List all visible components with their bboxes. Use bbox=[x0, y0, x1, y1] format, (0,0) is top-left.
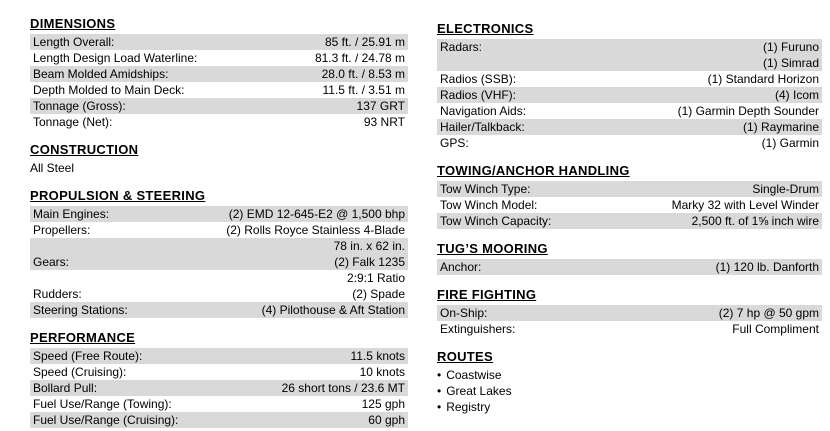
row-value: (1) Simrad bbox=[762, 56, 819, 70]
spec-row bbox=[437, 103, 822, 119]
section-title: DIMENSIONS bbox=[30, 16, 116, 31]
spec-row bbox=[437, 305, 822, 321]
row-value: (4) Pilothouse & Aft Station bbox=[261, 303, 405, 317]
spec-row bbox=[437, 259, 822, 275]
spec-row bbox=[30, 206, 408, 222]
row-value: (2) EMD 12-645-E2 @ 1,500 bhp bbox=[228, 207, 405, 221]
bullet-icon: • bbox=[437, 400, 442, 414]
row-value: Full Compliment bbox=[732, 322, 819, 336]
spec-row bbox=[437, 321, 822, 337]
row-label: GPS: bbox=[440, 136, 469, 150]
section-title: TOWING/ANCHOR HANDLING bbox=[437, 163, 630, 178]
row-value: 2:9:1 Ratio bbox=[346, 271, 405, 285]
row-label: Gears: bbox=[33, 255, 70, 269]
spec-row bbox=[30, 82, 408, 98]
spec-row bbox=[437, 39, 822, 55]
row-value: (1) 120 lb. Danforth bbox=[715, 260, 819, 274]
row-value: 11.5 ft. / 3.51 m bbox=[322, 83, 405, 97]
row-value: 81.3 ft. / 24.78 m bbox=[314, 51, 405, 65]
row-value: (1) Raymarine bbox=[742, 120, 819, 134]
section-title: ELECTRONICS bbox=[437, 21, 534, 36]
section-tug-s-mooring bbox=[437, 242, 822, 275]
spec-row bbox=[30, 254, 408, 270]
row-value: (1) Garmin Depth Sounder bbox=[677, 104, 819, 118]
row-value: 10 knots bbox=[359, 365, 405, 379]
spec-row bbox=[437, 71, 822, 87]
bullet-icon: • bbox=[437, 368, 442, 382]
section-title: ROUTES bbox=[437, 349, 493, 364]
spec-row bbox=[437, 135, 822, 151]
section-dimensions bbox=[30, 17, 408, 130]
row-label: Propellers: bbox=[33, 223, 91, 237]
spec-row bbox=[30, 66, 408, 82]
bullet-label: Registry bbox=[446, 400, 491, 414]
row-label: Hailer/Talkback: bbox=[440, 120, 525, 134]
row-value: (4) Icom bbox=[774, 88, 819, 102]
bullet-item bbox=[437, 383, 822, 399]
spec-row bbox=[30, 98, 408, 114]
spec-row bbox=[30, 348, 408, 364]
row-label: Fuel Use/Range (Cruising): bbox=[33, 413, 179, 427]
row-label: Length Overall: bbox=[33, 35, 115, 49]
row-label: Bollard Pull: bbox=[33, 381, 98, 395]
spec-row bbox=[30, 238, 408, 254]
spec-row bbox=[437, 197, 822, 213]
row-value: 2,500 ft. of 1⅝ inch wire bbox=[691, 214, 819, 228]
bullet-icon: • bbox=[437, 384, 442, 398]
right-column bbox=[437, 0, 822, 415]
section-title: PROPULSION & STEERING bbox=[30, 188, 206, 203]
section-title: CONSTRUCTION bbox=[30, 142, 139, 157]
row-label: Tow Winch Capacity: bbox=[440, 214, 552, 228]
row-label: Tonnage (Net): bbox=[33, 115, 113, 129]
section-routes bbox=[437, 350, 822, 415]
row-value: (1) Furuno bbox=[762, 40, 819, 54]
row-label: Speed (Cruising): bbox=[33, 365, 127, 379]
spec-row bbox=[437, 213, 822, 229]
row-value: 125 gph bbox=[361, 397, 405, 411]
spec-row bbox=[30, 34, 408, 50]
spec-row bbox=[30, 380, 408, 396]
row-label: Steering Stations: bbox=[33, 303, 128, 317]
row-label: Extinguishers: bbox=[440, 322, 516, 336]
section-towing-anchor-handling bbox=[437, 164, 822, 229]
row-label: Radios (VHF): bbox=[440, 88, 517, 102]
row-label: Fuel Use/Range (Towing): bbox=[33, 397, 172, 411]
row-value: 11.5 knots bbox=[350, 349, 405, 363]
row-value: 28.0 ft. / 8.53 m bbox=[321, 67, 405, 81]
row-value: Single-Drum bbox=[752, 182, 819, 196]
section-title: PERFORMANCE bbox=[30, 330, 136, 345]
row-label: Radios (SSB): bbox=[440, 72, 517, 86]
section-text: All Steel bbox=[30, 161, 75, 175]
spec-row bbox=[30, 412, 408, 428]
row-value: 26 short tons / 23.6 MT bbox=[281, 381, 405, 395]
row-label: Beam Molded Amidships: bbox=[33, 67, 169, 81]
spec-row bbox=[437, 55, 822, 71]
section-electronics bbox=[437, 22, 822, 151]
spec-row bbox=[437, 181, 822, 197]
row-value: 93 NRT bbox=[363, 115, 405, 129]
row-label: Rudders: bbox=[33, 287, 82, 301]
row-value: 85 ft. / 25.91 m bbox=[324, 35, 405, 49]
row-label: Tonnage (Gross): bbox=[33, 99, 126, 113]
row-label: Main Engines: bbox=[33, 207, 110, 221]
row-value: (2) 7 hp @ 50 gpm bbox=[718, 306, 819, 320]
bullet-label: Great Lakes bbox=[446, 384, 512, 398]
spec-row bbox=[30, 286, 408, 302]
spec-row bbox=[437, 87, 822, 103]
row-value: (2) Spade bbox=[352, 287, 405, 301]
row-label: Anchor: bbox=[440, 260, 482, 274]
section-fire-fighting bbox=[437, 288, 822, 337]
row-value: (2) Rolls Royce Stainless 4-Blade bbox=[226, 223, 405, 237]
row-label: Depth Molded to Main Deck: bbox=[33, 83, 185, 97]
row-label: On-Ship: bbox=[440, 306, 488, 320]
spec-row bbox=[30, 222, 408, 238]
spec-row bbox=[437, 119, 822, 135]
spec-row bbox=[30, 364, 408, 380]
section-construction bbox=[30, 143, 408, 176]
row-value: 60 gph bbox=[368, 413, 405, 427]
row-value: 78 in. x 62 in. bbox=[333, 239, 405, 253]
row-value: (1) Standard Horizon bbox=[707, 72, 819, 86]
spec-row bbox=[30, 270, 408, 286]
section-title: TUG’S MOORING bbox=[437, 241, 548, 256]
row-value: Marky 32 with Level Winder bbox=[671, 198, 819, 212]
row-label: Tow Winch Type: bbox=[440, 182, 531, 196]
spec-row bbox=[30, 396, 408, 412]
row-label: Speed (Free Route): bbox=[33, 349, 143, 363]
bullet-item bbox=[437, 367, 822, 383]
row-label: Radars: bbox=[440, 40, 483, 54]
section-title: FIRE FIGHTING bbox=[437, 287, 537, 302]
spec-row bbox=[30, 302, 408, 318]
left-column bbox=[30, 0, 408, 428]
row-value: 137 GRT bbox=[356, 99, 405, 113]
spec-row bbox=[30, 50, 408, 66]
row-value: (1) Garmin bbox=[761, 136, 819, 150]
section-propulsion-steering bbox=[30, 189, 408, 318]
row-label: Tow Winch Model: bbox=[440, 198, 538, 212]
row-value: (2) Falk 1235 bbox=[334, 255, 405, 269]
section-performance bbox=[30, 331, 408, 428]
spec-row bbox=[30, 114, 408, 130]
row-label: Navigation Aids: bbox=[440, 104, 527, 118]
bullet-item bbox=[437, 399, 822, 415]
bullet-label: Coastwise bbox=[446, 368, 502, 382]
row-label: Length Design Load Waterline: bbox=[33, 51, 198, 65]
